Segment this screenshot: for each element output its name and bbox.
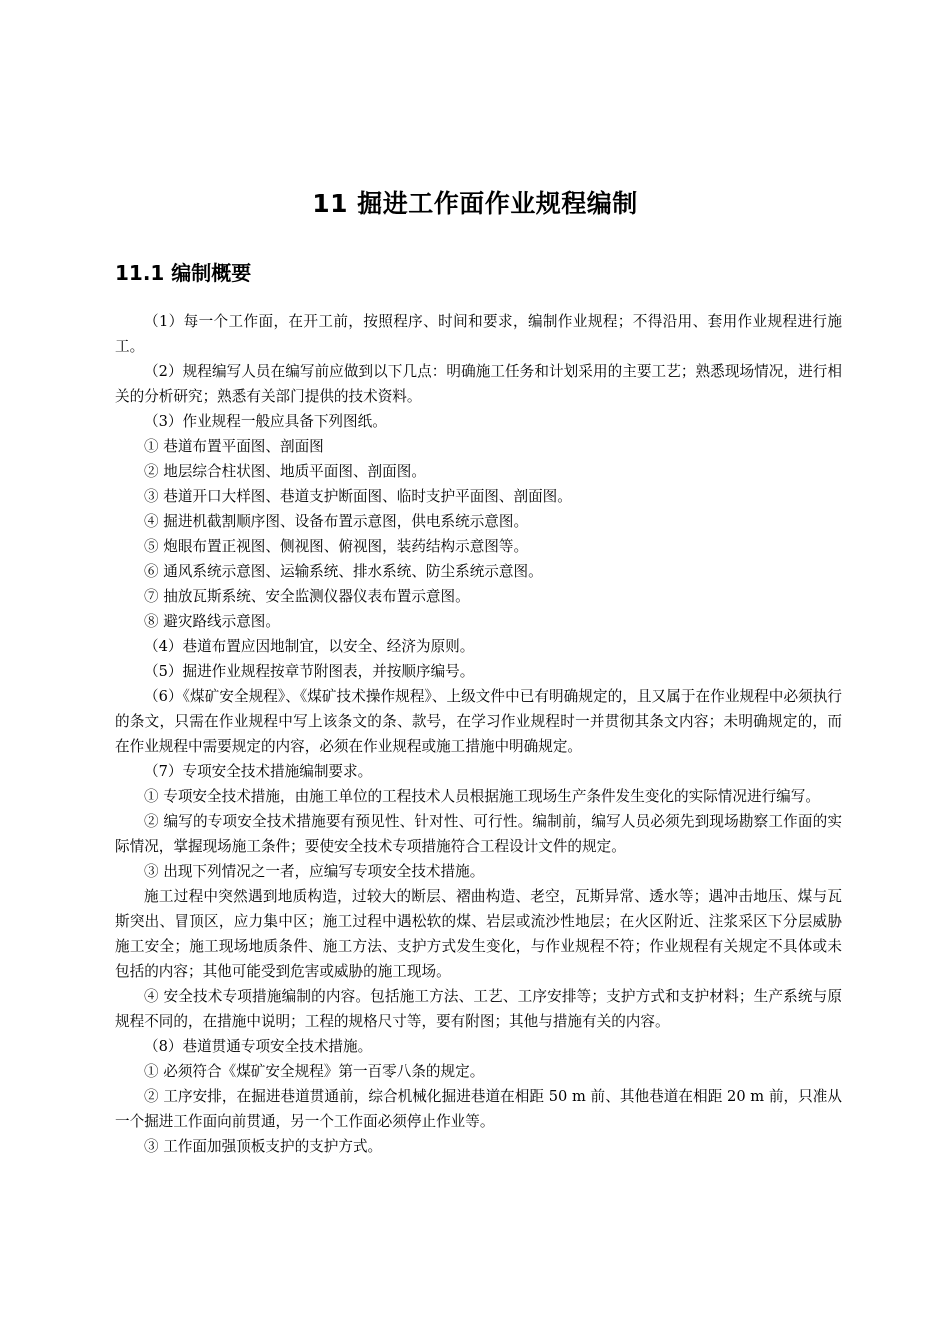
paragraph: （2）规程编写人员在编写前应做到以下几点：明确施工任务和计划采用的主要工艺；熟悉现场情况，进行相关的分析研究；熟悉有关部门提供的技术资料。 — [115, 363, 842, 405]
list-item: ⑦ 抽放瓦斯系统、安全监测仪器仪表布置示意图。 — [144, 588, 470, 605]
paragraph: （4）巷道布置应因地制宜，以安全、经济为原则。 — [144, 638, 475, 655]
list-item: ① 必须符合《煤矿安全规程》第一百零八条的规定。 — [144, 1063, 485, 1080]
list-item: ③ 巷道开口大样图、巷道支护断面图、临时支护平面图、剖面图。 — [144, 488, 572, 505]
list-item: ④ 安全技术专项措施编制的内容。包括施工方法、工艺、工序安排等；支护方式和支护材料；生产系统与原规程不同的，在措施中说明；工程的规格尺寸等，要有附图；其他与措施有关的内容。 — [115, 988, 842, 1030]
list-item: ⑤ 炮眼布置正视图、侧视图、俯视图，装药结构示意图等。 — [144, 538, 529, 555]
document-body — [115, 309, 842, 1159]
list-item: ① 巷道布置平面图、剖面图 — [144, 438, 324, 455]
section-title: 11.1 编制概要 — [115, 261, 252, 285]
paragraph: （5）掘进作业规程按章节附图表，并按顺序编号。 — [144, 663, 475, 680]
list-item: ④ 掘进机截割顺序图、设备布置示意图，供电系统示意图。 — [144, 513, 529, 530]
paragraph: （1）每一个工作面，在开工前，按照程序、时间和要求，编制作业规程；不得沿用、套用作业规程进行施工。 — [115, 313, 842, 355]
list-item: ③ 工作面加强顶板支护的支护方式。 — [144, 1138, 383, 1155]
list-item: ② 编写的专项安全技术措施要有预见性、针对性、可行性。编制前，编写人员必须先到现场勘察工作面的实际情况，掌握现场施工条件；要使安全技术专项措施符合工程设计文件的规定。 — [115, 813, 842, 855]
paragraph: （7）专项安全技术措施编制要求。 — [144, 763, 373, 780]
list-item: ② 工序安排，在掘进巷道贯通前，综合机械化掘进巷道在相距 50 m 前、其他巷道在相距 20 m 前，只准从一个掘进工作面向前贯通，另一个工作面必须停止作业等。 — [115, 1088, 842, 1130]
list-item: ⑧ 避灾路线示意图。 — [144, 613, 280, 630]
list-item: ③ 出现下列情况之一者，应编写专项安全技术措施。 — [144, 863, 485, 880]
list-item: ⑥ 通风系统示意图、运输系统、排水系统、防尘系统示意图。 — [144, 563, 543, 580]
paragraph: 施工过程中突然遇到地质构造，过较大的断层、褶曲构造、老空，瓦斯异常、透水等；遇冲击地压、煤与瓦斯突出、冒顶区，应力集中区；施工过程中遇松软的煤、岩层或流沙性地层；在火区附近、注浆采区下分层威胁施工安全；施工现场地质条件、施工方法、支护方式发生变化，与作业规程不符；作业规程有关规定不具体或未包括的内容；其他可能受到危害或威胁的施工现场。 — [115, 888, 842, 980]
paragraph: （3）作业规程一般应具备下列图纸。 — [144, 413, 387, 430]
chapter-title: 11 掘进工作面作业规程编制 — [312, 189, 638, 218]
paragraph: （6）《煤矿安全规程》、《煤矿技术操作规程》、上级文件中已有明确规定的，且又属于在作业规程中必须执行的条文，只需在作业规程中写上该条文的条、款号，在学习作业规程时一并贯彻其条文内容；未明确规定的，而在作业规程中需要规定的内容，必须在作业规程或施工措施中明确规定。 — [115, 688, 842, 755]
list-item: ① 专项安全技术措施，由施工单位的工程技术人员根据施工现场生产条件发生变化的实际情况进行编写。 — [144, 788, 820, 805]
list-item: ② 地层综合柱状图、地质平面图、剖面图。 — [144, 463, 426, 480]
paragraph: （8）巷道贯通专项安全技术措施。 — [144, 1038, 373, 1055]
